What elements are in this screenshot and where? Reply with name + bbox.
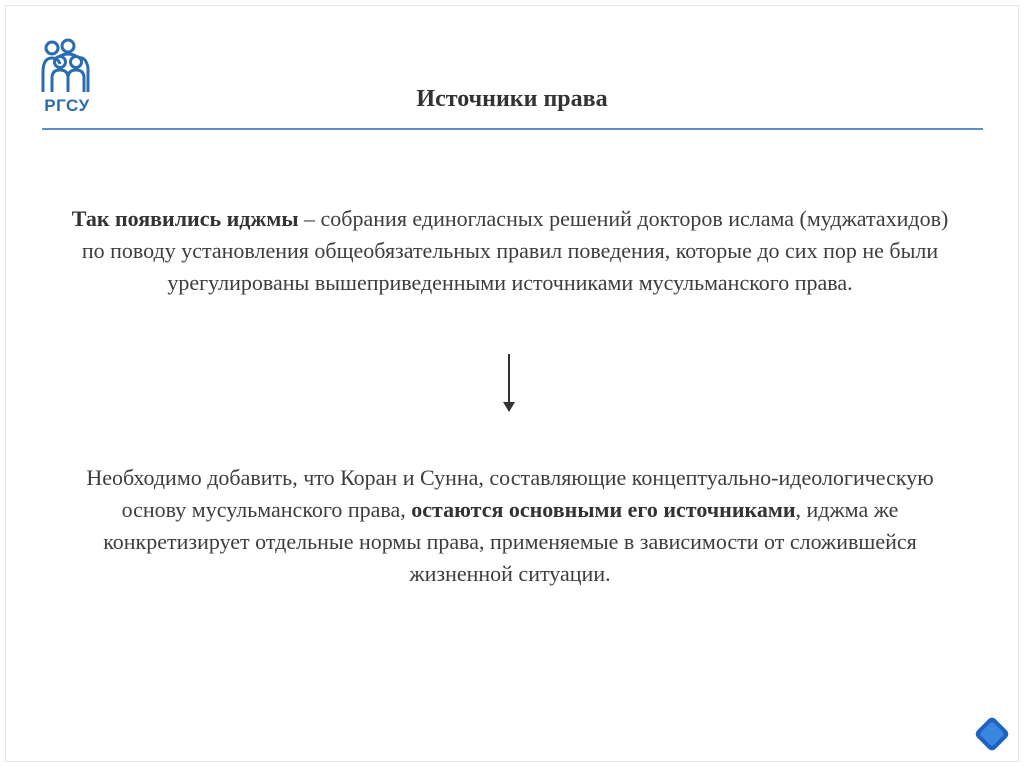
- arrow-down-icon: [500, 352, 518, 414]
- paragraph-sources-bold: остаются основными его источниками: [411, 497, 796, 522]
- paragraph-sources-end: , иджма же конкретизирует отдельные нормы права, применяемые в зависимости от сложившейся жизненной ситуации.: [103, 497, 917, 586]
- logo-text: РГСУ: [44, 96, 90, 115]
- paragraph-ijma: [60, 203, 960, 299]
- paragraph-ijma-text: – собрания единогласных решений докторов ислама (муджатахидов) по поводу установления общеобязательных правил поведения, которые до сих пор не были урегулированы вышеприведенными источниками мусульманского права.: [81, 206, 949, 295]
- paragraph-sources: [60, 462, 960, 590]
- page-title: Источники права: [416, 86, 608, 112]
- title-divider: [42, 128, 983, 130]
- paragraph-ijma-lead: Так появились иджмы: [71, 206, 299, 231]
- paragraph-sources-start: Необходимо добавить, что Коран и Сунна, составляющие концептуально-идеологическую основу мусульманского права,: [86, 465, 934, 522]
- diamond-nav-icon[interactable]: [972, 714, 1012, 754]
